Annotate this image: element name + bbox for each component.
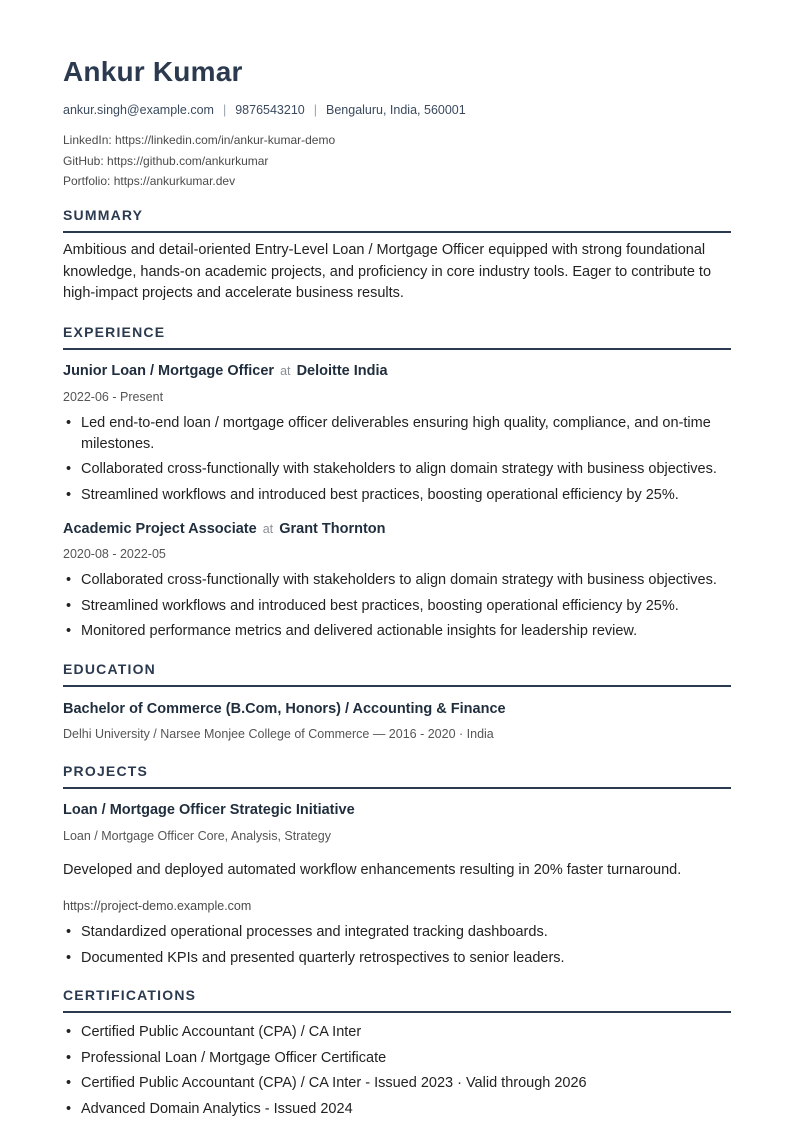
education-details: Delhi University / Narsee Monjee College of Commerce — 2016 - 2020 · India bbox=[63, 727, 494, 741]
linkedin-link[interactable]: LinkedIn: https://linkedin.com/in/ankur-kumar-demo bbox=[63, 133, 336, 147]
github-link[interactable]: GitHub: https://github.com/ankurkumar bbox=[63, 153, 269, 168]
list-item: • Led end-to-end loan / mortgage officer deliverables ensuring high quality, compliance, and on-time milestones. bbox=[63, 413, 733, 454]
list-item: • Collaborated cross-functionally with stakeholders to align domain strategy with business objectives. bbox=[63, 570, 733, 591]
list-item: • Advanced Domain Analytics - Issued 2024 bbox=[63, 1099, 733, 1120]
list-item: • Monitored performance metrics and delivered actionable insights for leadership review. bbox=[63, 621, 733, 642]
candidate-name: Ankur Kumar bbox=[63, 56, 243, 87]
job-bullets bbox=[63, 413, 733, 510]
list-item: • Streamlined workflows and introduced best practices, boosting operational efficiency by 25%. bbox=[63, 596, 733, 617]
project-link[interactable]: https://project-demo.example.com bbox=[63, 899, 252, 913]
project-title: Loan / Mortgage Officer Strategic Initiative bbox=[63, 802, 355, 818]
job-at: at bbox=[280, 364, 291, 378]
summary-text: Ambitious and detail-oriented Entry-Level Loan / Mortgage Officer equipped with strong foundational knowledge, hands-on academic projects, and proficiency in core industry tools. Eager to contribute to high-impact projects and accelerate business results. bbox=[63, 242, 712, 301]
job-bullets bbox=[63, 570, 733, 647]
contact-line bbox=[63, 103, 466, 117]
project-description: Developed and deployed automated workflow enhancements resulting in 20% faster turnaround. bbox=[63, 862, 682, 878]
list-item: • Collaborated cross-functionally with stakeholders to align domain strategy with business objectives. bbox=[63, 459, 733, 480]
job-role: Academic Project Associate bbox=[63, 521, 257, 537]
project-bullets bbox=[63, 922, 733, 973]
job-dates: 2022-06 - Present bbox=[63, 390, 164, 404]
list-item: • Streamlined workflows and introduced best practices, boosting operational efficiency by 25%. bbox=[63, 485, 733, 506]
list-item: • Professional Loan / Mortgage Officer Certificate bbox=[63, 1048, 733, 1069]
portfolio-link[interactable]: Portfolio: https://ankurkumar.dev bbox=[63, 174, 236, 188]
contact-separator: | bbox=[222, 103, 227, 117]
job-company: Grant Thornton bbox=[279, 521, 386, 537]
job-dates: 2020-08 - 2022-05 bbox=[63, 547, 166, 561]
profile-links bbox=[63, 130, 335, 192]
job-heading bbox=[63, 521, 386, 537]
job-heading bbox=[63, 363, 388, 379]
list-item: • Documented KPIs and presented quarterly retrospectives to senior leaders. bbox=[63, 948, 733, 969]
list-item: • Certified Public Accountant (CPA) / CA Inter bbox=[63, 1022, 733, 1043]
project-tags: Loan / Mortgage Officer Core, Analysis, Strategy bbox=[63, 829, 331, 843]
job-company: Deloitte India bbox=[296, 363, 388, 379]
location: Bengaluru, India, 560001 bbox=[326, 103, 466, 117]
list-item: • Standardized operational processes and integrated tracking dashboards. bbox=[63, 922, 733, 943]
email-link[interactable]: ankur.singh@example.com bbox=[63, 103, 214, 117]
section-title-experience: EXPERIENCE bbox=[63, 324, 731, 350]
section-title-projects: PROJECTS bbox=[63, 763, 731, 789]
section-title-education: EDUCATION bbox=[63, 661, 731, 687]
contact-separator: | bbox=[313, 103, 317, 117]
list-item: • Certified Public Accountant (CPA) / CA Inter - Issued 2023 · Valid through 2026 bbox=[63, 1073, 733, 1094]
job-at: at bbox=[262, 522, 274, 536]
job-role: Junior Loan / Mortgage Officer bbox=[63, 363, 275, 379]
section-title-certifications: CERTIFICATIONS bbox=[63, 987, 731, 1013]
education-degree: Bachelor of Commerce (B.Com, Honors) / Accounting & Finance bbox=[63, 701, 506, 717]
section-title-summary: SUMMARY bbox=[63, 207, 731, 233]
phone-number: 9876543210 bbox=[235, 103, 305, 117]
certification-list bbox=[63, 1022, 733, 1123]
